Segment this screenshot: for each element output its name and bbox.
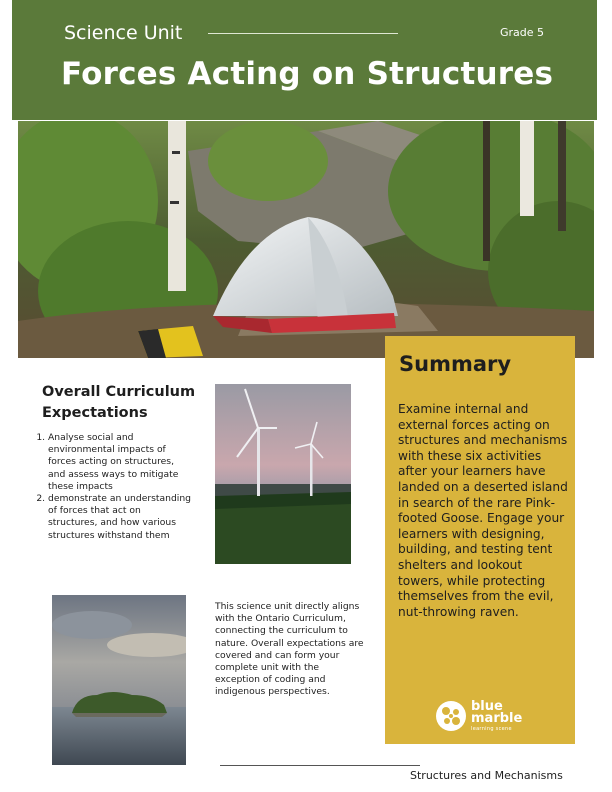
expectation-item: 2. demonstrate an understanding of forces that act on structures, and how various structures withstand them xyxy=(48,493,191,542)
marble-icon xyxy=(435,700,467,732)
hero-tent-photo xyxy=(18,121,594,358)
grade-label: Grade 5 xyxy=(500,26,545,39)
header-banner xyxy=(12,0,597,120)
expectations-heading: Overall Curriculum Expectations xyxy=(42,384,196,421)
logo-word-blue: blue xyxy=(471,699,503,714)
footer-divider xyxy=(220,765,420,766)
curriculum-note: This science unit directly aligns with the Ontario Curriculum, connecting the curriculum to nature. Overall expectations are covered and can form your complete unit with the exception of coding and indigenous perspectives. xyxy=(215,601,364,698)
blue-marble-logo xyxy=(435,700,545,736)
logo-word-marble: marble xyxy=(471,711,523,726)
page-title: Forces Acting on Structures xyxy=(61,56,554,92)
footer-label: Structures and Mechanisms xyxy=(410,769,563,782)
summary-heading: Summary xyxy=(399,352,512,376)
unit-label: Science Unit xyxy=(64,22,183,44)
summary-panel xyxy=(385,336,575,744)
logo-tagline: learning scene xyxy=(471,726,512,732)
expectation-item: 1. Analyse social and environmental impacts of forces acting on structures, and assess ways to mitigate these impacts xyxy=(48,432,191,493)
expectations-list xyxy=(42,432,191,542)
summary-text: Examine internal and external forces acting on structures and mechanisms with these six activities after your learners have landed on a deserted island in search of the rare Pink-footed Goose. Engage your learners with designing, building, and testing tent shelters and lookout towers, while protecting themselves from the evil, nut-throwing raven. xyxy=(398,402,568,619)
island-lake-photo xyxy=(52,595,186,765)
header-divider xyxy=(208,33,398,34)
wind-turbines-photo xyxy=(215,384,351,564)
